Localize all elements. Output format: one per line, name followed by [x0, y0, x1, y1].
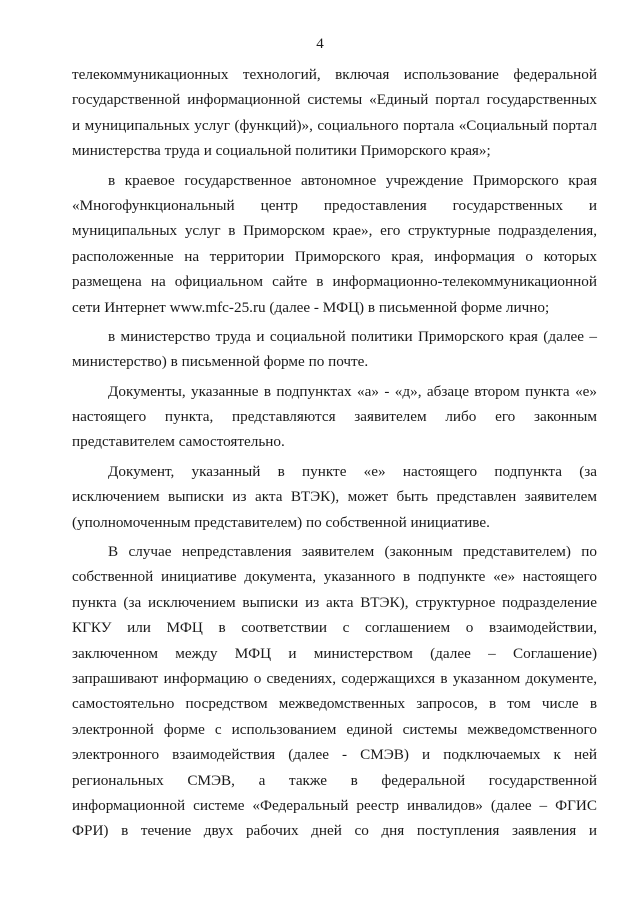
text-line: пункта (за исключением выписки из акта ВТЭК), структурное подразделение	[72, 593, 597, 611]
text-line: В случае непредставления заявителем (законным представителем) по	[108, 543, 597, 561]
text-line: (уполномоченным представителем) по собственной инициативе.	[72, 513, 490, 531]
text-line: министерство) в письменной форме по почте.	[72, 353, 369, 371]
document-body	[72, 62, 597, 844]
text-line: заключенном между МФЦ и министерством (далее – Соглашение)	[72, 644, 597, 662]
text-line: самостоятельно посредством межведомственных запросов, в том числе в	[72, 695, 597, 713]
text-line: в краевое государственное автономное учреждение Приморского края	[108, 171, 597, 189]
text-line: электронного взаимодействия (далее - СМЭВ) и подключаемых к ней	[72, 746, 597, 764]
text-line: КГКУ или МФЦ в соответствии с соглашением о взаимодействии,	[72, 619, 597, 637]
paragraph-4	[72, 379, 597, 455]
paragraph-3	[72, 324, 597, 375]
text-line: телекоммуникационных технологий, включая использование федеральной	[72, 66, 597, 83]
text-line: расположенные на территории Приморского края, информация о которых	[72, 247, 597, 265]
text-line: Документ, указанный в пункте «е» настоящего подпункта (за	[108, 462, 597, 480]
text-line: сети Интернет www.mfc-25.ru (далее - МФЦ) в письменной форме лично;	[72, 298, 550, 316]
text-line: запрашивают информацию о сведениях, содержащихся в указанном документе,	[72, 669, 597, 687]
paragraph-2	[72, 168, 597, 320]
text-line: Документы, указанные в подпунктах «а» - «д», абзаце втором пункта «е»	[108, 382, 597, 400]
text-line: исключением выписки из акта ВТЭК), может быть представлен заявителем	[72, 488, 597, 506]
text-line: ФРИ) в течение двух рабочих дней со дня поступления заявления и	[72, 822, 597, 840]
text-line: размещена на официальном сайте в информационно-телекоммуникационной	[72, 273, 597, 291]
text-line: электронной форме с использованием единой системы межведомственного	[72, 720, 597, 738]
text-line: информационной системе «Федеральный реестр инвалидов» (далее – ФГИС	[72, 796, 597, 814]
text-line: представителем самостоятельно.	[72, 433, 285, 451]
text-line: и муниципальных услуг (функций)», социального портала «Социальный портал	[72, 116, 597, 134]
paragraph-1	[72, 62, 597, 164]
paragraph-5	[72, 459, 597, 535]
text-line: региональных СМЭВ, а также в федеральной государственной	[72, 771, 597, 789]
text-line: собственной инициативе документа, указанного в подпункте «е» настоящего	[72, 568, 597, 586]
paragraph-6	[72, 539, 597, 844]
text-line: государственной информационной системы «Единый портал государственных	[72, 91, 597, 109]
text-line: министерства труда и социальной политики Приморского края»;	[72, 142, 491, 160]
text-line: настоящего пункта, представляются заявителем либо его законным	[72, 408, 597, 426]
text-line: муниципальных услуг в Приморском крае», его структурные подразделения,	[72, 222, 597, 240]
page-number: 4	[316, 36, 324, 52]
text-line: в министерство труда и социальной политики Приморского края (далее –	[108, 327, 597, 345]
text-line: «Многофункциональный центр предоставления государственных и	[72, 196, 597, 214]
